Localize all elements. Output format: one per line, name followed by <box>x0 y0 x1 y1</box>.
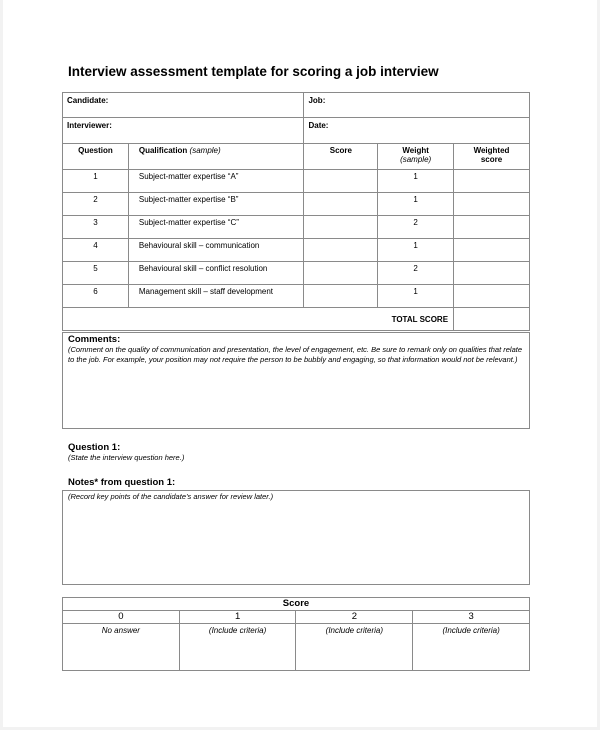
total-score-value[interactable] <box>454 308 530 331</box>
total-score-label: TOTAL SCORE <box>63 308 454 331</box>
col-header-weighted-score: Weighted score <box>454 144 530 170</box>
notes-box[interactable] <box>62 490 530 585</box>
score-cell[interactable] <box>304 170 378 193</box>
qualification-cell: Subject-matter expertise “A” <box>128 170 304 193</box>
score-level: 1 <box>179 611 296 624</box>
table-row <box>63 193 530 216</box>
notes-hint: (Record key points of the candidate’s answer for review later.) <box>68 492 274 501</box>
table-row <box>63 285 530 308</box>
weight-cell: 2 <box>378 216 454 239</box>
col-header-qualification: Qualification (sample) <box>128 144 304 170</box>
question-number: 5 <box>63 262 129 285</box>
table-row <box>63 216 530 239</box>
page-edge-left <box>0 0 3 730</box>
score-cell[interactable] <box>304 193 378 216</box>
weighted-score-cell[interactable] <box>454 170 530 193</box>
qualification-cell: Subject-matter expertise “C” <box>128 216 304 239</box>
table-row <box>63 262 530 285</box>
score-cell[interactable] <box>304 239 378 262</box>
page-title: Interview assessment template for scoring a job interview <box>68 64 439 79</box>
comments-label: Comments: <box>68 334 121 345</box>
score-cell[interactable] <box>304 262 378 285</box>
question-1-label: Question 1: <box>68 442 121 453</box>
candidate-field[interactable]: Candidate: <box>63 93 304 118</box>
qualification-cell: Behavioural skill – conflict resolution <box>128 262 304 285</box>
question-1-section <box>68 442 184 463</box>
notes-label: Notes* from question 1: <box>68 477 176 488</box>
col-header-score: Score <box>304 144 378 170</box>
job-field[interactable]: Job: <box>304 93 530 118</box>
question-number: 4 <box>63 239 129 262</box>
score-cell[interactable] <box>304 216 378 239</box>
weighted-score-cell[interactable] <box>454 262 530 285</box>
col-header-weight: Weight (sample) <box>378 144 454 170</box>
score-criteria[interactable]: (Include criteria) <box>296 624 413 671</box>
question-1-hint: (State the interview question here.) <box>68 453 185 462</box>
weighted-score-cell[interactable] <box>454 216 530 239</box>
score-scale-title: Score <box>63 598 530 611</box>
score-criteria[interactable]: (Include criteria) <box>413 624 530 671</box>
date-field[interactable]: Date: <box>304 118 530 144</box>
question-number: 6 <box>63 285 129 308</box>
score-level: 3 <box>413 611 530 624</box>
weighted-score-cell[interactable] <box>454 285 530 308</box>
score-criteria[interactable]: (Include criteria) <box>179 624 296 671</box>
question-number: 1 <box>63 170 129 193</box>
col-header-question: Question <box>63 144 129 170</box>
comments-hint: (Comment on the quality of communication and presentation, the level of engagement, etc. Be sure to remark only on qualities that relate to the job. For example, your position may not require the person to be bubbly and engaging, so that information would not be relevant.) <box>68 345 523 364</box>
score-level: 0 <box>63 611 180 624</box>
weighted-score-cell[interactable] <box>454 239 530 262</box>
weighted-score-cell[interactable] <box>454 193 530 216</box>
qualification-cell: Management skill – staff development <box>128 285 304 308</box>
weight-cell: 1 <box>378 285 454 308</box>
qualification-cell: Behavioural skill – communication <box>128 239 304 262</box>
score-criteria[interactable]: No answer <box>63 624 180 671</box>
weight-cell: 2 <box>378 262 454 285</box>
assessment-table <box>62 92 530 331</box>
comments-box[interactable] <box>62 332 530 429</box>
weight-cell: 1 <box>378 193 454 216</box>
table-row <box>63 239 530 262</box>
interviewer-field[interactable]: Interviewer: <box>63 118 304 144</box>
score-cell[interactable] <box>304 285 378 308</box>
score-level: 2 <box>296 611 413 624</box>
question-number: 3 <box>63 216 129 239</box>
score-scale-table <box>62 597 530 671</box>
qualification-cell: Subject-matter expertise “B” <box>128 193 304 216</box>
weight-cell: 1 <box>378 170 454 193</box>
question-number: 2 <box>63 193 129 216</box>
table-row <box>63 170 530 193</box>
weight-cell: 1 <box>378 239 454 262</box>
